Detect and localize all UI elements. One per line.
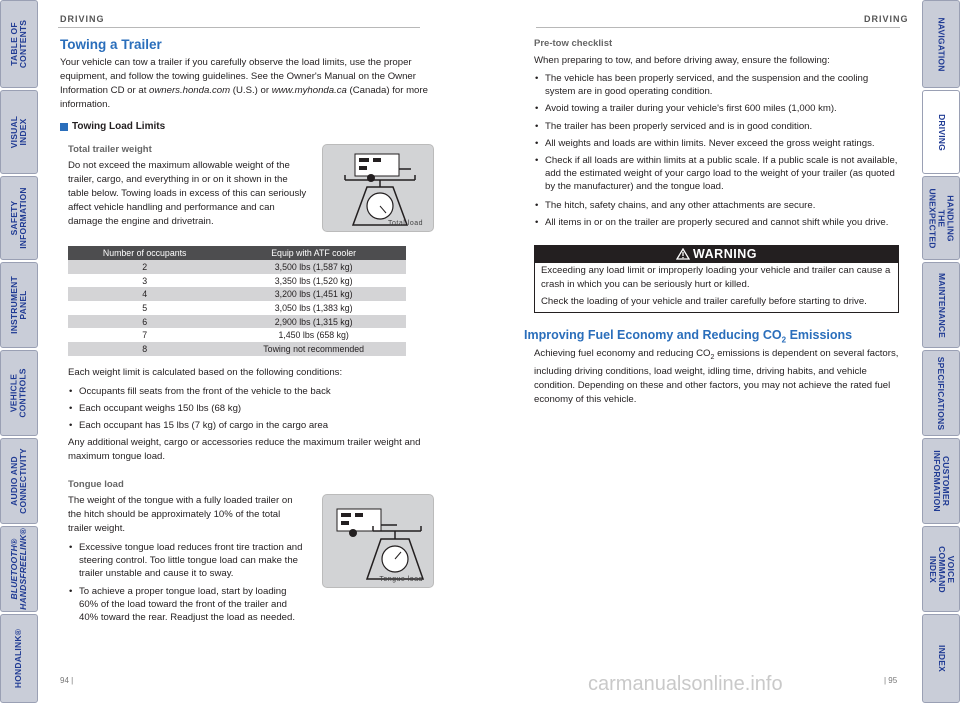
right-page-number: | 95: [884, 676, 898, 685]
column-header-atf-cooler: Equip with ATF cooler: [221, 246, 406, 260]
right-side-tabs: [922, 0, 960, 703]
tab-audio-and-connectivity[interactable]: AUDIO AND CONNECTIVITY: [0, 438, 38, 524]
page-title: Towing a Trailer: [60, 37, 162, 52]
fuel-economy-text: Achieving fuel economy and reducing $CO_2$ emissions is dependent on several factors, including driving conditions, load weight, idling time, driving habits, and vehicle condition. Depending on these and other factors, you may not achieve the rated fuel economy of this vehicle.: [534, 348, 899, 405]
checklist-item: • The trailer has been properly serviced and is in good condition.: [534, 120, 900, 133]
intro-paragraph: Your vehicle can tow a trailer if you carefully observe the load limits, use the proper equipment, and follow the towing guidelines. See the Owner's Manual on the Owner Information CD or at owners.honda.com (U.S.) or www.myhonda.ca (Canada) for more information.: [60, 57, 428, 110]
tab-safety-information[interactable]: SAFETY INFORMATION: [0, 176, 38, 260]
checklist-item: • The hitch, safety chains, and any other attachments are secure.: [534, 199, 900, 212]
warning-text: Exceeding any load limit or improperly loading your vehicle and trailer can cause a crash in which you can be seriously hurt or killed.: [541, 265, 891, 290]
checklist-item: • The vehicle has been properly serviced, and the suspension and the cooling system are in good operating condition.: [534, 72, 900, 98]
tab-specifications[interactable]: SPECIFICATIONS: [922, 350, 960, 436]
left-page-number: 94 |: [60, 676, 74, 685]
warning-triangle-icon: [676, 248, 690, 260]
towing-load-limits-heading: Towing Load Limits: [60, 121, 165, 132]
checklist-item: • All weights and loads are within limits. Never exceed the gross weight ratings.: [534, 137, 900, 150]
tongue-load-text: The weight of the tongue with a fully loaded trailer on the hitch should be approximately 10% of the total trailer weight.: [68, 495, 293, 534]
checklist-item: • Check if all loads are within limits at a public scale. If a public scale is not available, add the estimated weight of your cargo load to the weight of your trailer (as quoted by the manufacturer) and the tongue load.: [534, 154, 900, 193]
left-header-rule: [58, 27, 420, 28]
section-marker-icon: [60, 123, 68, 131]
total-weight-heading: Total trailer weight: [68, 144, 152, 155]
condition-bullet: • Occupants fill seats from the front of the vehicle to the back: [68, 385, 428, 398]
warning-label: WARNING: [693, 246, 757, 261]
tab-bluetooth-handsfreelink[interactable]: BLUETOOTH® HANDSFREELINK®: [0, 526, 38, 612]
table-row: 2 3,500 lbs (1,587 kg): [68, 260, 406, 274]
tab-customer-information[interactable]: CUSTOMER INFORMATION: [922, 438, 960, 524]
owners-link[interactable]: owners.honda.com: [149, 85, 231, 96]
conditions-after: Any additional weight, cargo or accessories reduce the maximum trailer weight and maximum tongue load.: [68, 437, 421, 462]
tab-handling-the-unexpected[interactable]: HANDLING THE UNEXPECTED: [922, 176, 960, 260]
tab-navigation[interactable]: NAVIGATION: [922, 0, 960, 88]
tab-vehicle-controls[interactable]: VEHICLE CONTROLS: [0, 350, 38, 436]
condition-bullet: • Each occupant weighs 150 lbs (68 kg): [68, 402, 428, 415]
watermark: carmanualsonline.info: [588, 673, 783, 695]
left-running-head: DRIVING: [60, 14, 105, 24]
table-row: 3 3,350 lbs (1,520 kg): [142, 275, 353, 286]
checklist-heading: Pre-tow checklist: [534, 38, 613, 49]
column-header-occupants: Number of occupants: [68, 246, 221, 260]
tab-table-of-contents[interactable]: TABLE OF CONTENTS: [0, 0, 38, 88]
right-running-head: DRIVING: [864, 14, 909, 24]
fuel-economy-title: Improving Fuel Economy and Reducing $CO_2$ Emissions: [524, 328, 853, 345]
tab-voice-command-index[interactable]: VOICE COMMAND INDEX: [922, 526, 960, 612]
tongue-load-figure: [322, 494, 434, 588]
total-weight-text: Do not exceed the maximum allowable weight of the trailer, cargo, and everything in or on it shown in the table below. Towing loads in excess of this can seriously affect vehicle handling and performance and can damage the engine and drivetrain.: [68, 160, 307, 227]
towing-load-table: [68, 246, 406, 356]
total-load-caption: Total load: [388, 220, 423, 227]
right-header-rule: [536, 27, 900, 28]
checklist-intro: When preparing to tow, and before driving away, ensure the following:: [534, 55, 830, 66]
tab-hondalink[interactable]: HONDALINK®: [0, 614, 38, 703]
table-row: 6 2,900 lbs (1,315 kg): [68, 315, 406, 329]
tab-index[interactable]: INDEX: [922, 614, 960, 703]
tongue-bullet: • To achieve a proper tongue load, start by loading 60% of the load toward the front of the trailer and 40% toward the rear. Readjust the load as needed.: [68, 585, 304, 624]
tongue-scale-illustration-icon: [323, 495, 435, 589]
myhonda-link[interactable]: www.myhonda.ca: [271, 85, 347, 96]
tab-instrument-panel[interactable]: INSTRUMENT PANEL: [0, 262, 38, 348]
table-row: 8 Towing not recommended: [68, 342, 406, 356]
left-side-tabs: [0, 0, 38, 703]
table-row: 4 3,200 lbs (1,451 kg): [68, 287, 406, 301]
tongue-bullet: • Excessive tongue load reduces front tire traction and steering control. Too little tongue load can make the trailer unstable and cause it to sway.: [68, 541, 304, 580]
table-row: 7 1,450 lbs (658 kg): [142, 330, 349, 341]
tab-driving[interactable]: DRIVING: [922, 90, 960, 174]
table-row: 5 3,050 lbs (1,383 kg): [142, 302, 353, 313]
tab-visual-index[interactable]: VISUAL INDEX: [0, 90, 38, 174]
tongue-load-heading: Tongue load: [68, 479, 124, 490]
condition-bullet: • Each occupant has 15 lbs (7 kg) of cargo in the cargo area: [68, 419, 428, 432]
warning-header: [534, 245, 899, 262]
tab-maintenance[interactable]: MAINTENANCE: [922, 262, 960, 348]
warning-text: Check the loading of your vehicle and trailer carefully before starting to drive.: [541, 296, 867, 307]
checklist-item: • All items in or on the trailer are properly secured and cannot shift while you drive.: [534, 216, 900, 229]
tongue-load-caption: Tongue load: [379, 576, 423, 583]
table-header-row: [68, 246, 406, 260]
checklist-item: • Avoid towing a trailer during your vehicle's first 600 miles (1,000 km).: [534, 102, 900, 115]
total-load-figure: [322, 144, 434, 232]
conditions-intro: Each weight limit is calculated based on the following conditions:: [68, 367, 343, 378]
